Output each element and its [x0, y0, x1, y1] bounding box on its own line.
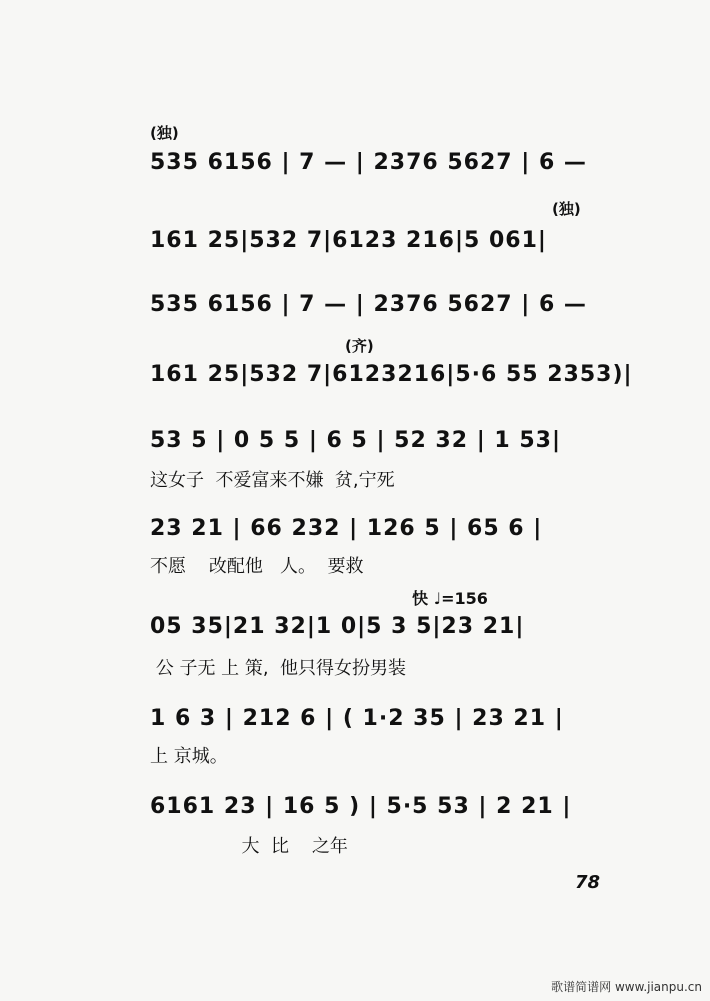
- part-label-2: (独): [552, 200, 581, 218]
- lyrics-row-6: 不愿 改配他 人。 要救: [150, 556, 364, 577]
- lyrics-row-8: 上 京城。: [150, 746, 228, 767]
- page-number: 78: [574, 872, 600, 893]
- jianpu-row-3: 535 6156 | 7 — | 2376 5627 | 6 —: [150, 292, 587, 317]
- jianpu-row-9: 6161 23 | 16 5 ) | 5·5 53 | 2 21 |: [150, 794, 572, 819]
- score-row-2: [150, 228, 630, 268]
- jianpu-row-1: 535 6156 | 7 — | 2376 5627 | 6 —: [150, 150, 587, 175]
- score-row-6: [150, 516, 630, 556]
- part-label-3: (齐): [345, 337, 374, 355]
- lyrics-row-5: 这女子 不爱富来不嫌 贫,宁死: [150, 470, 395, 491]
- jianpu-row-4: 161 25|532 7|6123216|5·6 55 2353)|: [150, 362, 633, 387]
- score-row-3: [150, 292, 630, 332]
- jianpu-row-7: 05 35|21 32|1 0|5 3 5|23 21|: [150, 614, 525, 639]
- score-row-8: [150, 706, 630, 746]
- score-row-9: [150, 794, 630, 834]
- jianpu-row-5: 53 5 | 0 5 5 | 6 5 | 52 32 | 1 53|: [150, 428, 562, 453]
- lyrics-row-9: 大 比 之年: [150, 836, 348, 857]
- score-row-1: [150, 150, 630, 190]
- watermark: 歌谱简谱网 www.jianpu.cn: [551, 980, 702, 994]
- score-row-7: [150, 614, 630, 654]
- score-row-5: [150, 428, 630, 468]
- jianpu-row-8: 1 6 3 | 212 6 | ( 1·2 35 | 23 21 |: [150, 706, 564, 731]
- jianpu-row-2: 161 25|532 7|6123 216|5 061|: [150, 228, 547, 253]
- part-label-1: (独): [150, 124, 179, 142]
- lyrics-row-7: 公 子无 上 策, 他只得女扮男装: [150, 658, 407, 679]
- jianpu-row-6: 23 21 | 66 232 | 126 5 | 65 6 |: [150, 516, 543, 541]
- tempo-marking: 快 ♩=156: [412, 589, 488, 608]
- score-row-4: [150, 362, 633, 402]
